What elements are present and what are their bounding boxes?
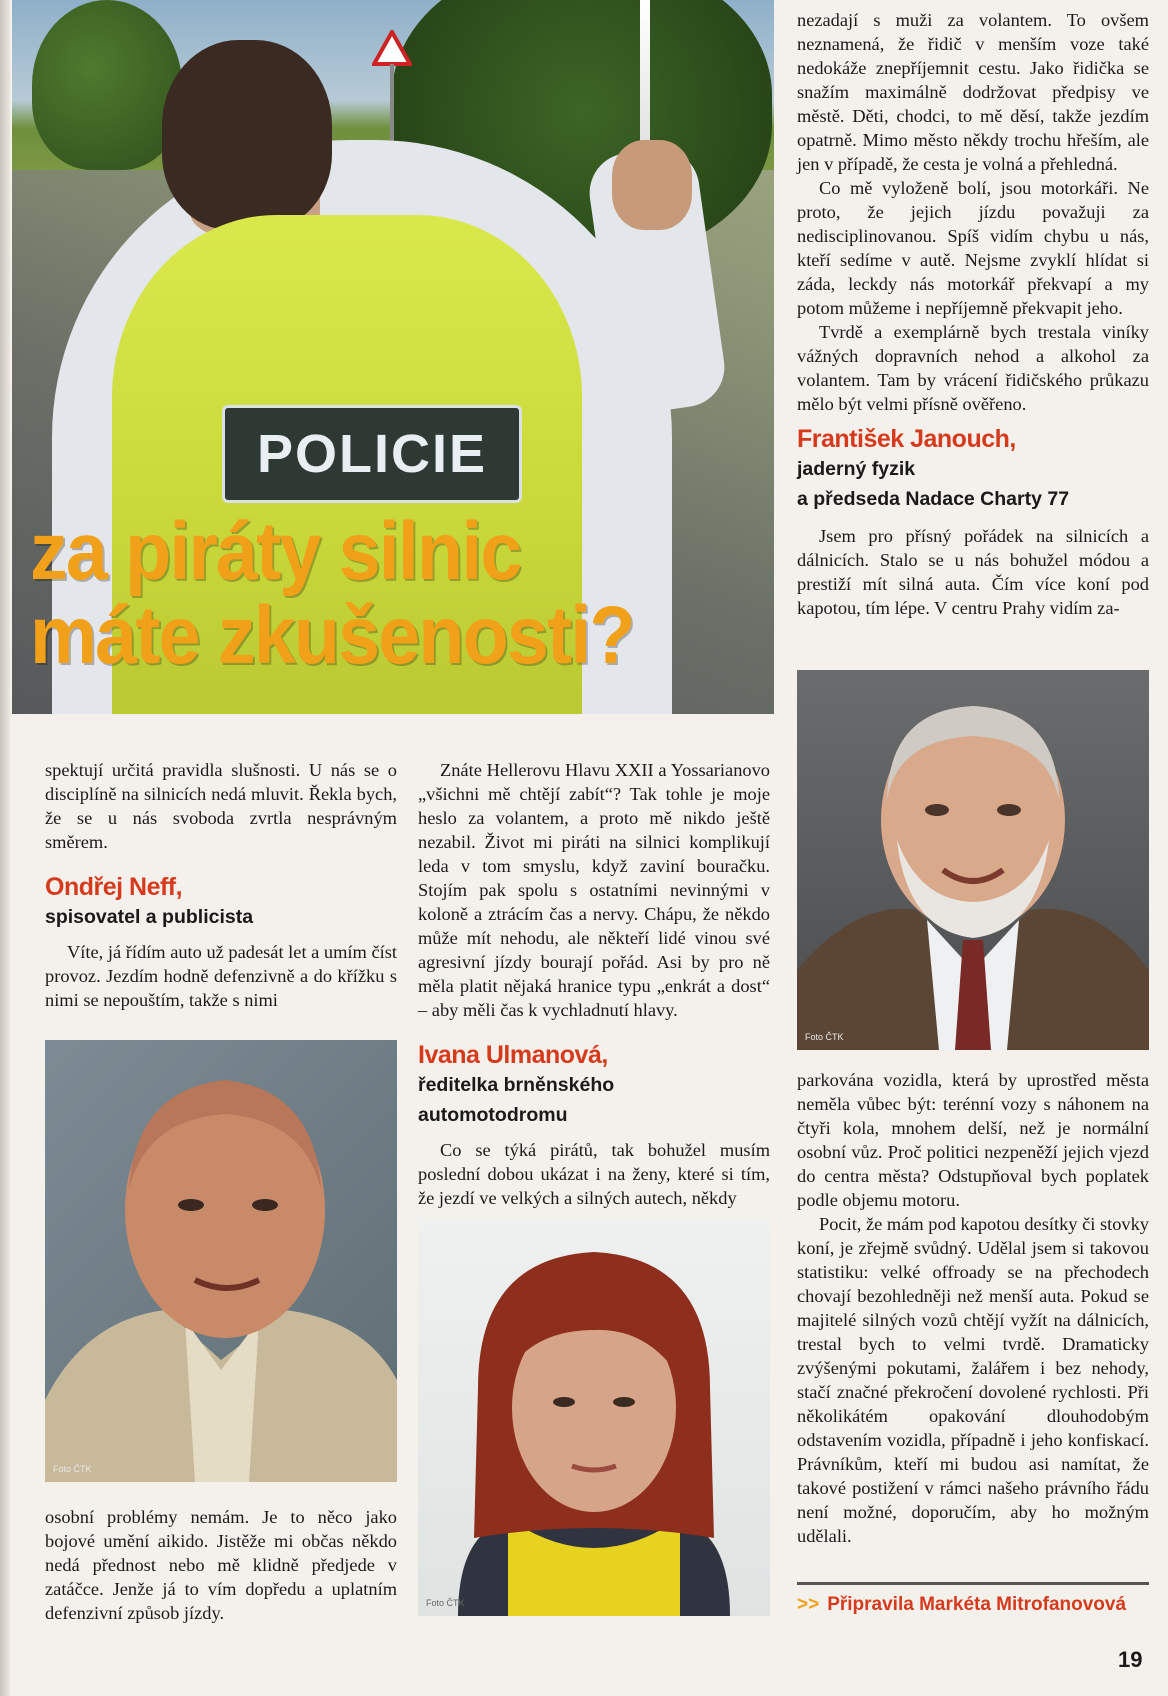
paragraph: Pocit, že mám pod kapotou desítky či stovky koní, je zřejmě svůdný. Udělal jsem si takovou statistiku: velké offroady se na přechodech chovají bezohledněji než menší auta. Pokud se majitelé silných vozů chtějí vyžít na dálnicích, trestal bych to velmi tvrdě. Dramaticky zvýšenými pokutami, žalářem i bez nehody, stačí značné překročení dovolené rychlosti. Při několikátém opakování dlouhodobým odstavením vozidla, případně i jeho konfiskací. Právníkům, kteří mi budou asi namítat, že takové postižení v rámci našeho právního řádu není možné, doporučím, aby ho možným udělali. — [797, 1214, 1149, 1546]
arrow-icon: >> — [797, 1594, 820, 1615]
janouch-section — [797, 424, 1149, 620]
photo-credit: Foto ČTK — [805, 1032, 844, 1042]
credit-text: Připravila Markéta Mitrofanovová — [827, 1594, 1127, 1615]
janouch-portrait-illustration — [797, 670, 1149, 1050]
janouch-portrait-photo — [797, 670, 1149, 1050]
paragraph: spektují určitá pravidla slušnosti. U nás se o disciplíně na silnicích nedá mluvit. Řekla bych, že se u nás svoboda zvrtla nesprávným směrem. — [45, 760, 397, 852]
janouch-name: František Janouch, — [797, 425, 1016, 453]
tree-left — [32, 0, 182, 170]
middle-column — [418, 758, 770, 1210]
ulmanova-role-1: ředitelka brněnského — [418, 1074, 615, 1096]
article-credit — [797, 1594, 1157, 1616]
left-column — [45, 758, 397, 1012]
neff-portrait-photo — [45, 1040, 397, 1482]
headline-line-1: za piráty silnic — [30, 506, 521, 597]
janouch-role-2: a předseda Nadace Charty 77 — [797, 488, 1070, 510]
ulmanova-text: Co se týká pirátů, tak bohužel musím poslední dobou ukázat i na ženy, které si tím, že jezdí ve velkých a silných autech, někdy — [418, 1140, 770, 1208]
paragraph: osobní problémy nemám. Je to něco jako bojové umění aikido. Jistěže mi občas někdo nedá přednost nebo mě klidně předjede v zatáčce. Jenže já to vím dopředu a uplatním defenzivní způsob jízdy. — [45, 1507, 397, 1623]
neff-name: Ondřej Neff, — [45, 873, 183, 901]
janouch-intro: Jsem pro přísný pořádek na silnicích a dálnicích. Stalo se u nás bohužel módou a prestiží mít silná auta. Čím více koní pod kapotou, tím lépe. V centru Prahy vidím za- — [797, 526, 1149, 618]
officer-head — [162, 40, 332, 230]
ulmanova-portrait-illustration — [418, 1218, 770, 1616]
paragraph: Tvrdě a exemplárně bych trestala viníky vážných dopravních nehod a alkohol za volantem. Tam by vrácení řidičského průkazu mělo být velmi přísně ověřeno. — [797, 322, 1149, 414]
paragraph: nezadají s muži za volantem. To ovšem neznamená, že řidič v menším voze také nedokáže znepříjemnit cestu. Jako řidička se snažím maximálně dodržovat předpisy ve městě. Děti, chodci, to mě děsí, takže jezdím opatrně. Mimo město někdy trochu hřeším, ale jen v případě, že cesta je volná a přehledná. — [797, 10, 1149, 174]
janouch-role-1: jaderný fyzik — [797, 458, 916, 480]
neff-role: spisovatel a publicista — [45, 906, 254, 928]
neff-text: Víte, já řídím auto už padesát let a umím číst provoz. Jezdím hodně defenzivně a do křížku s nimi se nepouštím, takže s nimi — [45, 942, 397, 1010]
headline-line-2: máte zkušenosti? — [30, 590, 634, 681]
neff-continuation — [45, 1505, 397, 1625]
paragraph: Co mě vyloženě bolí, jsou motorkáři. Ne proto, že jejich jízdu považuji za nedisciplinovanou. Spíš vidím chybu u nás, kteří sedíme v autě. Nejsme zvyklí hlídat si záda, leckdy nás motorkář překvapí a my potom můžeme i nepříjemně překvapit jeho. — [797, 178, 1149, 318]
janouch-continuation — [797, 1068, 1149, 1548]
paragraph: Znáte Hellerovu Hlavu XXII a Yossarianovo „všichni mě chtějí zabít“? Tak tohle je moje heslo za volantem, a proto mě nikdo ještě nezabil. Život mi piráti na silnici komplikují leda v tom smyslu, když zaviní bouračku. Stojím pak spolu s ostatními nevinnými v koloně a ztrácím čas a nervy. Chápu, že někdo může mít nehodu, ale někteří lidé vinou své agresivní jízdy bourají pořád. Asi by pro ně měla platit nějaká hranice typu „enkrát a dost“ – aby měli čas k vychladnutí hlavy. — [418, 760, 770, 1020]
headline — [30, 506, 711, 681]
neff-portrait-illustration — [45, 1040, 397, 1482]
ulmanova-name: Ivana Ulmanová, — [418, 1041, 608, 1069]
footer-rule — [797, 1582, 1149, 1585]
page-spine — [0, 0, 10, 1696]
ulmanova-portrait-photo — [418, 1218, 770, 1616]
photo-credit: Foto ČTK — [53, 1464, 92, 1474]
police-patch: POLICIE — [222, 405, 522, 503]
paragraph: parkována vozidla, která by uprostřed města neměla vůbec být: terénní vozy s náhonem na čtyři kola, mnohem delší, než je normální osobní vůz. Proč politici nezpeněží jejich vjezd do centra města? Odstupňoval bych poplatek podle objemu motoru. — [797, 1070, 1149, 1210]
road-sign-icon — [372, 30, 412, 66]
photo-credit: Foto ČTK — [426, 1598, 465, 1608]
right-column-top — [797, 8, 1149, 416]
page-number: 19 — [1118, 1647, 1143, 1672]
ulmanova-role-2: automotodromu — [418, 1104, 568, 1126]
officer-hand — [612, 140, 692, 230]
